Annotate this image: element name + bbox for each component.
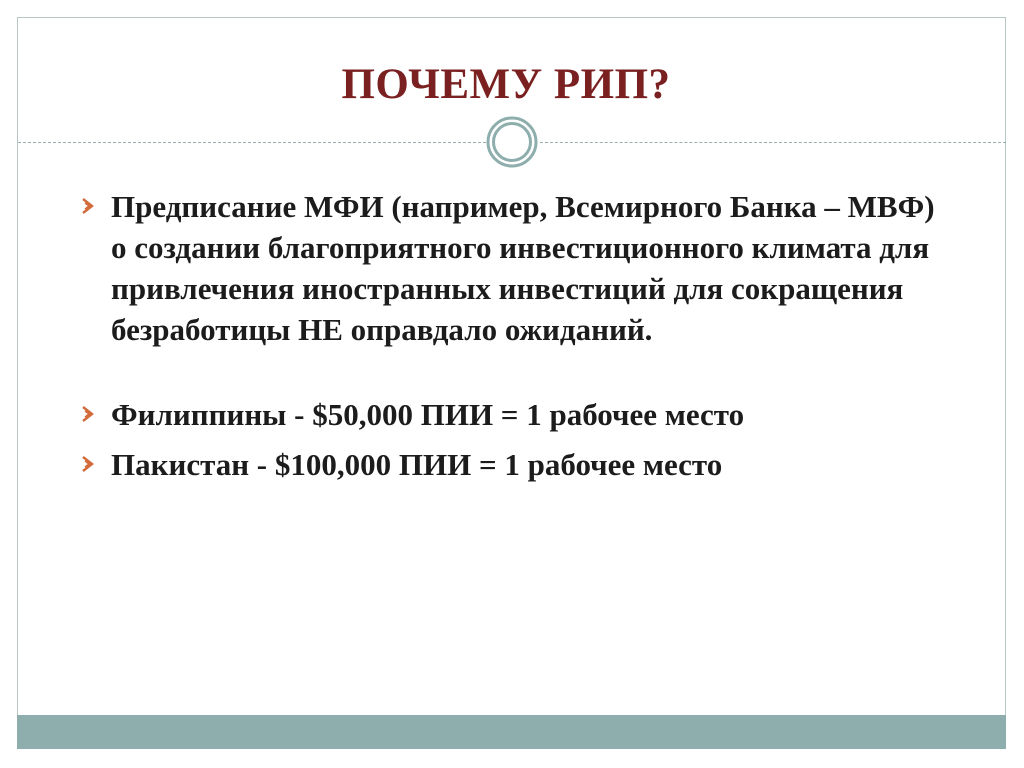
title-divider-left xyxy=(18,142,486,143)
circle-ornament-icon xyxy=(486,116,538,168)
bullet-item xyxy=(80,444,940,485)
title-divider-right xyxy=(540,142,1006,143)
bullet-item xyxy=(80,186,940,350)
bullet-item xyxy=(80,394,940,435)
arrow-right-bullet-icon xyxy=(80,405,96,423)
footer-accent-bar xyxy=(17,715,1006,749)
bullet-text: Пакистан - $100,000 ПИИ = 1 рабочее место xyxy=(111,447,723,482)
arrow-right-bullet-icon xyxy=(80,197,96,215)
arrow-right-bullet-icon xyxy=(80,455,96,473)
bullet-text: Филиппины - $50,000 ПИИ = 1 рабочее место xyxy=(111,397,745,432)
slide-content xyxy=(80,186,940,485)
slide-title: ПОЧЕМУ РИП? xyxy=(341,61,671,108)
bullet-text: Предписание МФИ (например, Всемирного Банка – МВФ) о создании благоприятного инвестиционного климата для привлечения иностранных инвестиций для сокращения безработицы НЕ оправдало ожиданий. xyxy=(111,189,935,347)
